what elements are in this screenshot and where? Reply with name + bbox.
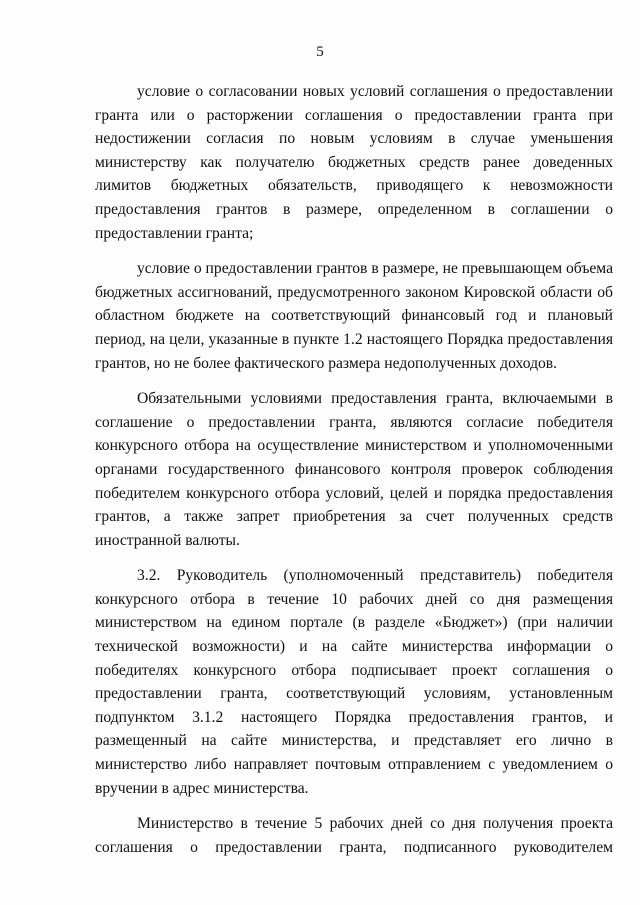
document-body: [95, 80, 613, 859]
paragraph-grant-agreement-terms: условие о согласовании новых условий соглашения о предоставлении гранта или о расторжении соглашения о предоставлении гранта при недостижении согласия по новым условиям в случае уменьшения министерству как получателю бюджетных средств ранее доведенных лимитов бюджетных обязательств, приводящего к невозможности предоставления грантов в размере, определенном в соглашении о предоставлении гранта;: [95, 83, 613, 242]
paragraph-grant-amount-condition: условие о предоставлении грантов в размере, не превышающем объема бюджетных ассигнований, предусмотренного законом Кировской области об областном бюджете на соответствующий финансовый год и плановый период, на цели, указанные в пункте 1.2 настоящего Порядка предоставления грантов, но не более фактического размера недополученных доходов.: [95, 260, 613, 372]
paragraph-mandatory-conditions: Обязательными условиями предоставления гранта, включаемыми в соглашение о предоставлении гранта, являются согласие победителя конкурсного отбора на осуществление министерством и уполномоченными органами государственного финансового контроля проверок соблюдения победителем конкурсного отбора условий, целей и порядка предоставления грантов, а также запрет приобретения за счет полученных средств иностранной валюты.: [95, 390, 613, 549]
paragraph-ministry-review: Министерство в течение 5 рабочих дней со дня получения проекта соглашения о предоставлении гранта, подписанного руководителем: [95, 815, 613, 856]
page-number: 5: [316, 44, 324, 60]
paragraph-clause-3-2: 3.2. Руководитель (уполномоченный представитель) победителя конкурсного отбора в течение 10 рабочих дней со дня размещения министерством на едином портале (в разделе «Бюджет») (при наличии технической возможности) и на сайте министерства информации о победителях конкурсного отбора подписывает проект соглашения о предоставлении гранта, соответствующий условиям, установленным подпунктом 3.1.2 настоящего Порядка предоставления грантов, и размещенный на сайте министерства, и представляет его лично в министерство либо направляет почтовым отправлением с уведомлением о вручении в адрес министерства.: [95, 567, 613, 797]
